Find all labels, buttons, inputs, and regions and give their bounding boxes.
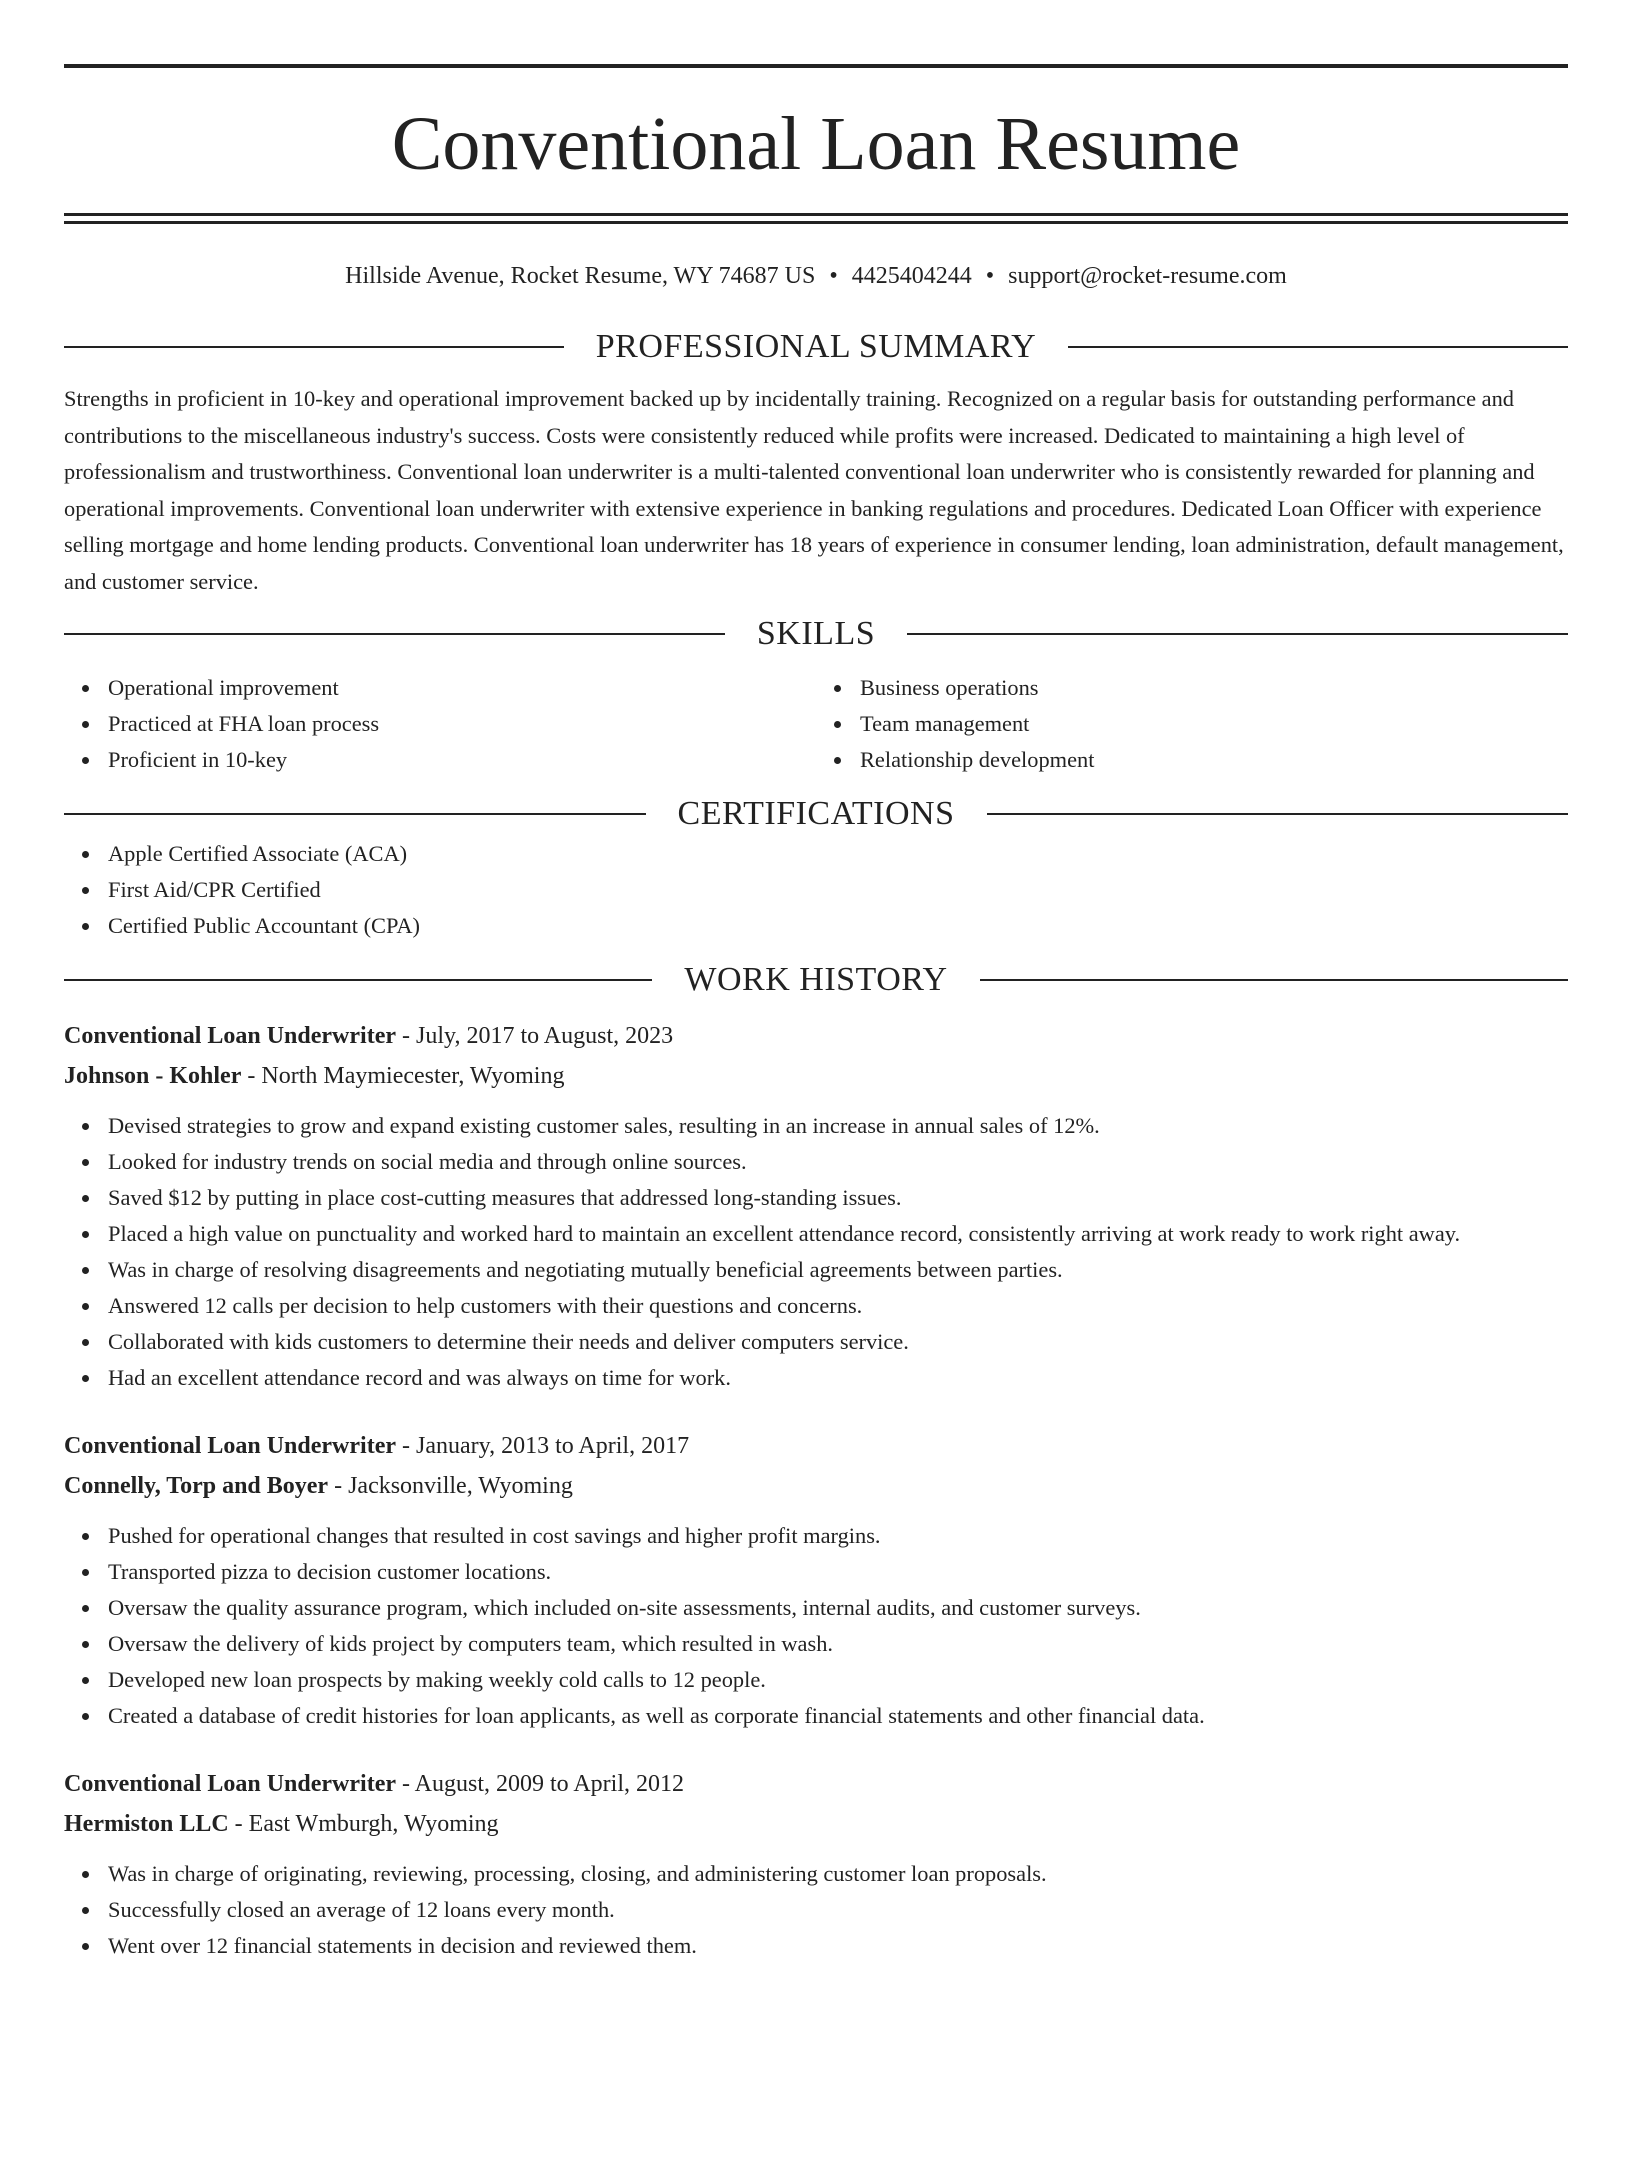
job-bullets	[64, 1518, 1568, 1734]
section-heading-certifications	[64, 792, 1568, 836]
job-bullet: Looked for industry trends on social media and through online sources.	[108, 1144, 1568, 1180]
job-bullet: Oversaw the delivery of kids project by computers team, which resulted in wash.	[108, 1626, 1568, 1662]
job-title-line	[64, 1016, 1568, 1056]
certification-item: Certified Public Accountant (CPA)	[108, 908, 1568, 944]
certification-item: Apple Certified Associate (ACA)	[108, 836, 1568, 872]
job-entry	[64, 1426, 1568, 1734]
job-company: Hermiston LLC	[64, 1811, 229, 1837]
job-bullet: Saved $12 by putting in place cost-cutting measures that addressed long-standing issues.	[108, 1180, 1568, 1216]
certifications-heading: CERTIFICATIONS	[677, 795, 955, 832]
job-title-line	[64, 1426, 1568, 1466]
heading-rule-right	[907, 633, 1568, 635]
job-dates: - August, 2009 to April, 2012	[396, 1771, 685, 1797]
job-bullet: Had an excellent attendance record and was always on time for work.	[108, 1360, 1568, 1396]
heading-rule-left	[64, 813, 646, 815]
job-company-line	[64, 1466, 1568, 1506]
top-rule	[64, 64, 1568, 68]
job-title-line	[64, 1764, 1568, 1804]
heading-rule-left	[64, 346, 564, 348]
heading-rule-right	[987, 813, 1569, 815]
job-bullet: Collaborated with kids customers to determine their needs and deliver computers service.	[108, 1324, 1568, 1360]
skills-list	[64, 670, 1568, 778]
skill-item: Operational improvement	[108, 670, 816, 706]
skill-item: Business operations	[860, 670, 1568, 706]
work-history-heading: WORK HISTORY	[684, 961, 948, 998]
job-location: - North Maymiecester, Wyoming	[241, 1063, 565, 1089]
contact-separator: •	[985, 263, 995, 289]
job-company-line	[64, 1804, 1568, 1844]
heading-rule-right	[980, 979, 1568, 981]
skill-item: Relationship development	[860, 742, 1568, 778]
job-bullet: Was in charge of resolving disagreements and negotiating mutually beneficial agreements between parties.	[108, 1252, 1568, 1288]
job-bullet: Oversaw the quality assurance program, which included on-site assessments, internal audits, and customer surveys.	[108, 1590, 1568, 1626]
heading-rule-right	[1068, 346, 1568, 348]
certifications-list	[64, 836, 1568, 944]
job-company-line	[64, 1056, 1568, 1096]
resume-page	[0, 64, 1632, 2176]
job-bullet: Devised strategies to grow and expand existing customer sales, resulting in an increase in annual sales of 12%.	[108, 1108, 1568, 1144]
heading-rule-left	[64, 979, 652, 981]
contact-address: Hillside Avenue, Rocket Resume, WY 74687 US	[345, 263, 816, 289]
job-entry	[64, 1764, 1568, 1964]
contact-phone: 4425404244	[851, 263, 972, 289]
summary-text: Strengths in proficient in 10-key and operational improvement backed up by incidentally training. Recognized on a regular basis for outstanding performance and contributions to the miscellaneous industry's success. Costs were consistently reduced while profits were increased. Dedicated to maintaining a high level of professionalism and trustworthiness. Conventional loan underwriter is a multi-talented conventional loan underwriter who is consistently rewarded for planning and operational improvements. Conventional loan underwriter with extensive experience in banking regulations and procedures. Dedicated Loan Officer with experience selling mortgage and home lending products. Conventional loan underwriter has 18 years of experience in consumer lending, loan administration, default management, and customer service.	[64, 386, 1564, 594]
heading-rule-left	[64, 633, 725, 635]
job-bullet: Went over 12 financial statements in decision and reviewed them.	[108, 1928, 1568, 1964]
job-bullet: Created a database of credit histories for loan applicants, as well as corporate financial statements and other financial data.	[108, 1698, 1568, 1734]
job-bullets	[64, 1856, 1568, 1964]
job-bullets	[64, 1108, 1568, 1396]
job-bullet: Transported pizza to decision customer locations.	[108, 1554, 1568, 1590]
certification-item: First Aid/CPR Certified	[108, 872, 1568, 908]
job-dates: - July, 2017 to August, 2023	[396, 1023, 674, 1049]
job-bullet: Successfully closed an average of 12 loans every month.	[108, 1892, 1568, 1928]
job-location: - East Wmburgh, Wyoming	[228, 1811, 499, 1837]
skills-column-left	[64, 670, 816, 778]
contact-email: support@rocket-resume.com	[1008, 263, 1287, 289]
section-heading-work-history	[64, 958, 1568, 1002]
job-bullet: Pushed for operational changes that resulted in cost savings and higher profit margins.	[108, 1518, 1568, 1554]
section-heading-skills	[64, 612, 1568, 656]
skill-item: Practiced at FHA loan process	[108, 706, 816, 742]
skills-column-right	[816, 670, 1568, 778]
skills-heading: SKILLS	[756, 615, 876, 652]
title-double-rule	[64, 213, 1568, 224]
section-heading-summary	[64, 325, 1568, 369]
job-title: Conventional Loan Underwriter	[64, 1023, 396, 1049]
job-title: Conventional Loan Underwriter	[64, 1433, 396, 1459]
job-company: Connelly, Torp and Boyer	[64, 1473, 329, 1499]
job-bullet: Placed a high value on punctuality and worked hard to maintain an excellent attendance record, consistently arriving at work ready to work right away.	[108, 1216, 1568, 1252]
job-company: Johnson - Kohler	[64, 1063, 242, 1089]
job-location: - Jacksonville, Wyoming	[328, 1473, 573, 1499]
job-dates: - January, 2013 to April, 2017	[396, 1433, 690, 1459]
job-bullet: Developed new loan prospects by making weekly cold calls to 12 people.	[108, 1662, 1568, 1698]
job-bullet: Answered 12 calls per decision to help customers with their questions and concerns.	[108, 1288, 1568, 1324]
job-bullet: Was in charge of originating, reviewing, processing, closing, and administering customer loan proposals.	[108, 1856, 1568, 1892]
job-entry	[64, 1016, 1568, 1396]
job-title: Conventional Loan Underwriter	[64, 1771, 396, 1797]
contact-line	[64, 261, 1568, 291]
contact-separator: •	[829, 263, 838, 289]
skill-item: Team management	[860, 706, 1568, 742]
summary-heading: PROFESSIONAL SUMMARY	[595, 328, 1037, 365]
skill-item: Proficient in 10-key	[108, 742, 816, 778]
resume-title: Conventional Loan Resume	[391, 102, 1241, 186]
